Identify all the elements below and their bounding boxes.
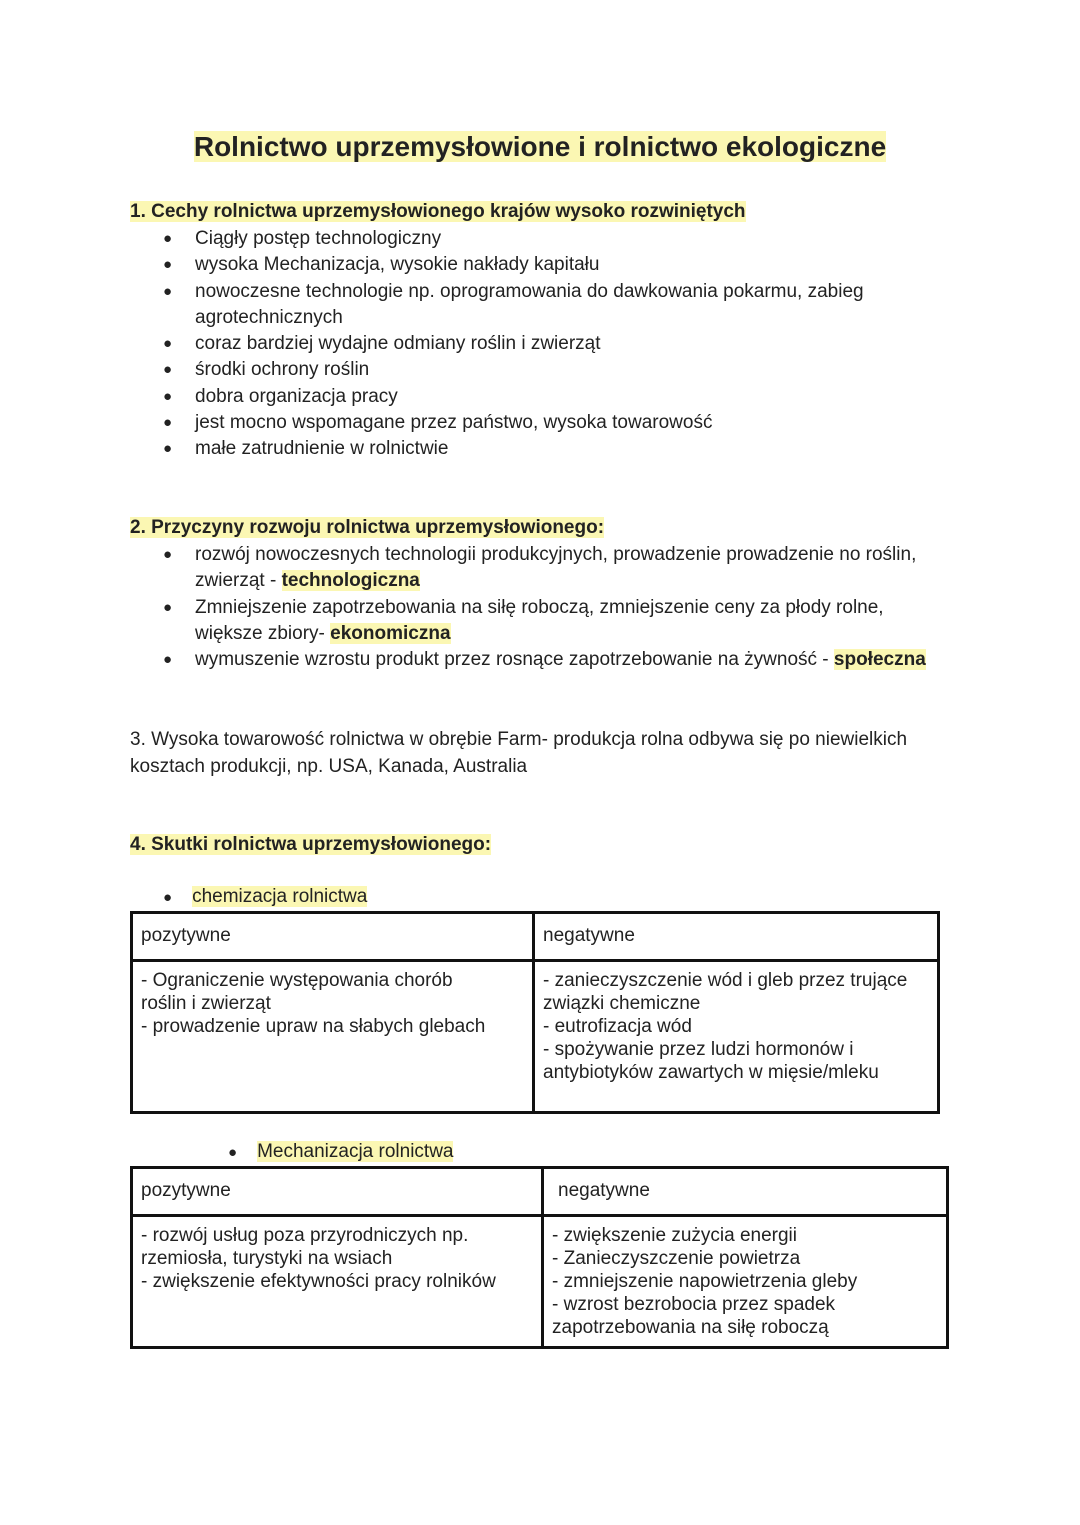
table-header-negative: negatywne — [543, 1168, 948, 1216]
page-title — [0, 128, 1080, 166]
chem-table — [130, 911, 940, 1114]
reason-text: rozwój nowoczesnych technologii produkcyjnych, prowadzenie prowadzenie no roślin, zwierząt - — [195, 544, 917, 592]
bullet-icon: ● — [163, 889, 173, 906]
table-header-positive: pozytywne — [132, 1168, 543, 1216]
section2-list — [130, 542, 950, 673]
table-header-positive: pozytywne — [132, 913, 534, 961]
table-cell-positive: - rozwój usług poza przyrodniczych np. rzemiosła, turystyki na wsiach - zwiększenie efektywności pracy rolników — [132, 1216, 543, 1348]
reason-tag: ekonomiczna — [330, 622, 451, 644]
list-item: ● środki ochrony roślin — [130, 357, 950, 383]
section4-heading: 4. Skutki rolnictwa uprzemysłowionego: — [130, 834, 492, 855]
chem-bullet — [163, 884, 367, 911]
table-cell-negative: - zwiększenie zużycia energii - Zanieczyszczenie powietrza - zmniejszenie napowietrzenia gleby - wzrost bezrobocia przez spadek zapotrzebowania na siłę roboczą — [543, 1216, 948, 1348]
list-item: ● coraz bardziej wydajne odmiany roślin i zwierząt — [130, 331, 950, 357]
section1-heading: 1. Cechy rolnictwa uprzemysłowionego krajów wysoko rozwiniętych — [130, 201, 746, 222]
reason-text: Zmniejszenie zapotrzebowania na siłę roboczą, zmniejszenie ceny za płody rolne, większe zbiory- — [195, 596, 884, 644]
list-item: ● jest mocno wspomagane przez państwo, wysoka towarowość — [130, 410, 950, 436]
mech-label: Mechanizacja rolnictwa — [257, 1141, 454, 1162]
reason-tag: technologiczna — [281, 570, 420, 592]
table-cell-positive: - Ograniczenie występowania chorób roślin i zwierząt - prowadzenie upraw na słabych glebach — [132, 961, 534, 1113]
list-item: ● małe zatrudnienie w rolnictwie — [130, 436, 950, 462]
section2-heading: 2. Przyczyny rozwoju rolnictwa uprzemysłowionego: — [130, 517, 605, 538]
list-item — [130, 595, 950, 648]
list-item: ● Ciągły postęp technologiczny — [130, 226, 950, 252]
section1-list — [130, 226, 950, 463]
table-header-negative: negatywne — [534, 913, 939, 961]
mech-bullet — [228, 1139, 453, 1166]
table-cell-negative: - zanieczyszczenie wód i gleb przez trujące związki chemiczne - eutrofizacja wód - spożywanie przez ludzi hormonów i antybiotyków zawartych w mięsie/mleku — [534, 961, 939, 1113]
title-text: Rolnictwo uprzemysłowione i rolnictwo ekologiczne — [193, 131, 887, 162]
list-item — [130, 542, 950, 595]
section3-paragraph: 3. Wysoka towarowość rolnictwa w obrębie Farm- produkcja rolna odbywa się po niewielkich kosztach produkcji, np. USA, Kanada, Australia — [130, 729, 908, 777]
list-item — [130, 647, 950, 673]
list-item: ● wysoka Mechanizacja, wysokie nakłady kapitału — [130, 252, 950, 278]
chem-label: chemizacja rolnictwa — [192, 886, 368, 907]
list-item: ● nowoczesne technologie np. oprogramowania do dawkowania pokarmu, zabieg agrotechnicznych — [130, 279, 950, 332]
list-item: ● dobra organizacja pracy — [130, 384, 950, 410]
mech-table — [130, 1166, 949, 1349]
bullet-icon: ● — [228, 1144, 238, 1161]
reason-text: wymuszenie wzrostu produkt przez rosnące zapotrzebowanie na żywność - — [195, 649, 834, 671]
reason-tag: społeczna — [833, 649, 926, 671]
